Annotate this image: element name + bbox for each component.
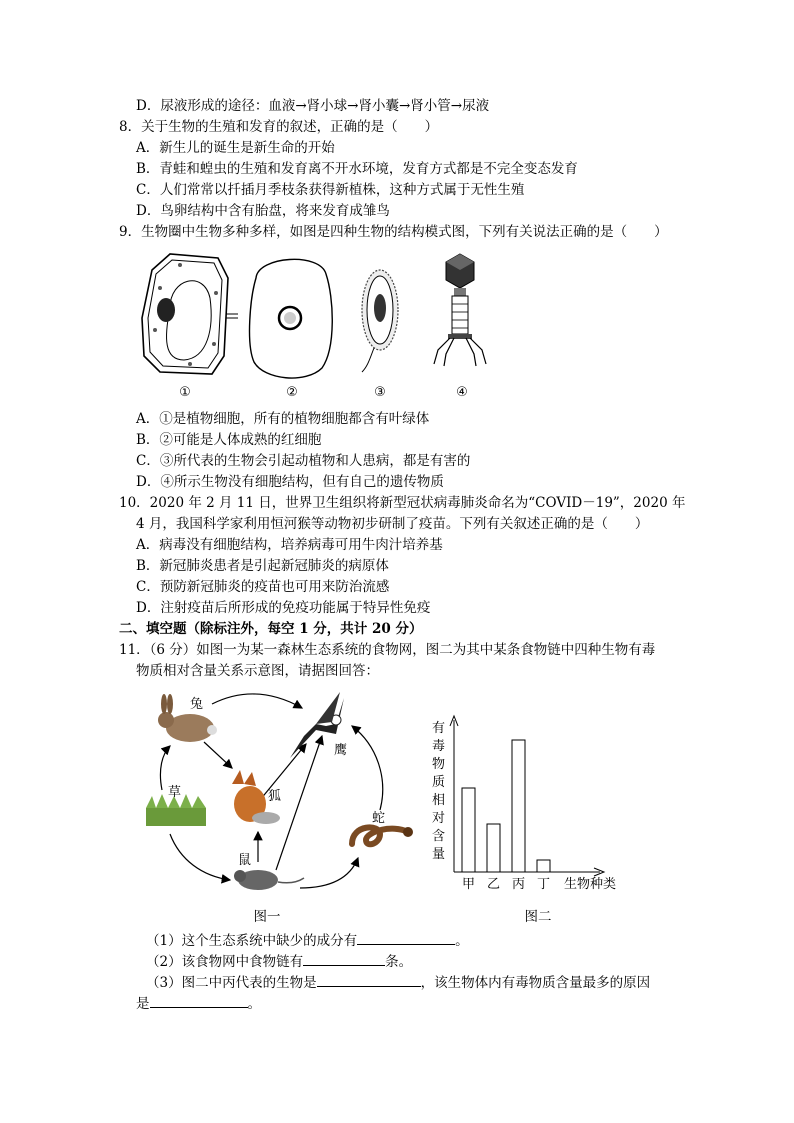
q11-sub1-end: 。 [455,933,469,949]
q10-option-d: D．注射疫苗后所形成的免疫功能属于特异性免疫 [136,600,431,616]
y-label-char-2: 物 [432,757,446,772]
grass-label: 草 [168,785,182,800]
rabbit-label: 兔 [190,697,204,712]
bar-3 [537,860,550,872]
bar-2 [512,740,525,872]
plant-cell-figure [142,254,238,374]
q9-option-b: B．②可能是人体成熟的红细胞 [136,432,322,448]
bar-0 [462,788,475,872]
x-axis-label: 生物种类 [564,877,617,892]
snake-label: 蛇 [372,811,386,826]
q9-option-d: D．④所示生物没有细胞结构，但有自己的遗传物质 [136,474,444,490]
q11-sub2-text: （2）该食物网中食物链有 [146,954,304,970]
figure2-caption: 图二 [524,909,552,925]
x-tick-label-1: 乙 [486,877,501,892]
y-label-char-1: 毒 [432,739,446,754]
x-tick-label-2: 丙 [511,877,526,892]
x-tick-label-3: 丁 [536,877,551,892]
q11-sub3 [146,972,650,992]
q10-option-c: C．预防新冠肺炎的疫苗也可用来防治流感 [136,579,390,595]
eagle-label: 鹰 [334,743,348,758]
q11-stem-line1: 11．（6 分）如图一为某一森林生态系统的食物网，图二为其中某条食物链中四种生物有毒 [119,642,656,658]
toxin-bar-chart [428,714,638,894]
q11-sub2-end: 条。 [385,954,413,970]
q11-sub2 [146,951,412,971]
bacteriophage-figure [434,254,486,366]
q11-sub1-blank[interactable] [357,930,455,945]
q11-sub3-line2 [136,993,261,1013]
figure1-caption: 图一 [253,909,281,925]
q10-option-a: A．病毒没有细胞结构，培养病毒可用牛肉汁培养基 [136,537,443,553]
q10-option-b: B．新冠肺炎患者是引起新冠肺炎的病原体 [136,558,389,574]
q11-sub3-blank1[interactable] [317,972,421,987]
q8-option-b: B．青蛙和蝗虫的生殖和发育离不开水环境，发育方式都是不完全变态发育 [136,161,578,177]
q11-sub2-blank[interactable] [303,951,385,966]
mouse-label: 鼠 [238,853,252,868]
q11-sub1-text: （1）这个生态系统中缺少的成分有 [146,933,358,949]
y-label-char-0: 有 [432,721,446,736]
q11-sub3-mid: ，该生物体内有毒物质含量最多的原因 [420,975,651,991]
figure-label-3: ③ [374,385,386,400]
q11-sub3-line2-text: 是 [136,996,150,1012]
y-label-char-3: 质 [432,775,446,790]
mouse-icon [234,870,304,890]
q11-sub1 [146,930,469,950]
x-tick-label-0: 甲 [461,877,476,892]
q11-sub3-line2-end: 。 [247,996,261,1012]
q10-stem-line2: 4 月，我国科学家利用恒河猴等动物初步研制了疫苗。下列有关叙述正确的是（ ） [136,516,649,532]
y-axis-label [432,721,445,862]
q11-sub3-blank2[interactable] [150,993,248,1008]
figure-label-2: ② [286,385,298,400]
q8-option-c: C．人们常常以扦插月季枝条获得新植株，这种方式属于无性生殖 [136,182,525,198]
section2-heading: 二、填空题（除标注外，每空 1 分，共计 20 分） [119,621,423,637]
figure-label-4: ④ [456,385,468,400]
bacterium-figure [362,270,398,372]
y-label-char-7: 量 [432,847,446,862]
q8-option-d: D．鸟卵结构中含有胎盘，将来发育成雏鸟 [136,203,390,219]
y-label-char-6: 含 [432,829,446,844]
fox-label: 狐 [268,789,282,804]
q9-cell-figures [130,248,510,403]
y-label-char-4: 相 [432,793,446,808]
q9-stem: 9．生物圈中生物多种多样，如图是四种生物的结构模式图，下列有关说法正确的是（ ） [119,224,668,240]
animal-cell-figure [250,259,333,378]
q9-option-c: C．③所代表的生物会引起动植物和人患病，都是有害的 [136,453,471,469]
q7-option-d: D．尿液形成的途径：血液→肾小球→肾小囊→肾小管→尿液 [136,98,490,114]
y-label-char-5: 对 [432,811,446,826]
snake-icon [352,827,413,844]
q9-option-a: A．①是植物细胞，所有的植物细胞都含有叶绿体 [136,411,430,427]
q8-option-a: A．新生儿的诞生是新生命的开始 [136,140,335,156]
rabbit-icon [158,694,217,742]
q11-sub3-text: （3）图二中丙代表的生物是 [146,975,317,991]
figure-label-1: ① [179,385,191,400]
q11-stem-line2: 物质相对含量关系示意图，请据图回答： [136,663,379,679]
bar-1 [487,824,500,872]
q10-stem-line1: 10．2020 年 2 月 11 日，世界卫生组织将新型冠状病毒肺炎命名为“COVID－19”，2020 年 [119,495,686,511]
q8-stem: 8．关于生物的生殖和发育的叙述，正确的是（ ） [119,119,439,135]
food-web-figure [140,684,420,900]
